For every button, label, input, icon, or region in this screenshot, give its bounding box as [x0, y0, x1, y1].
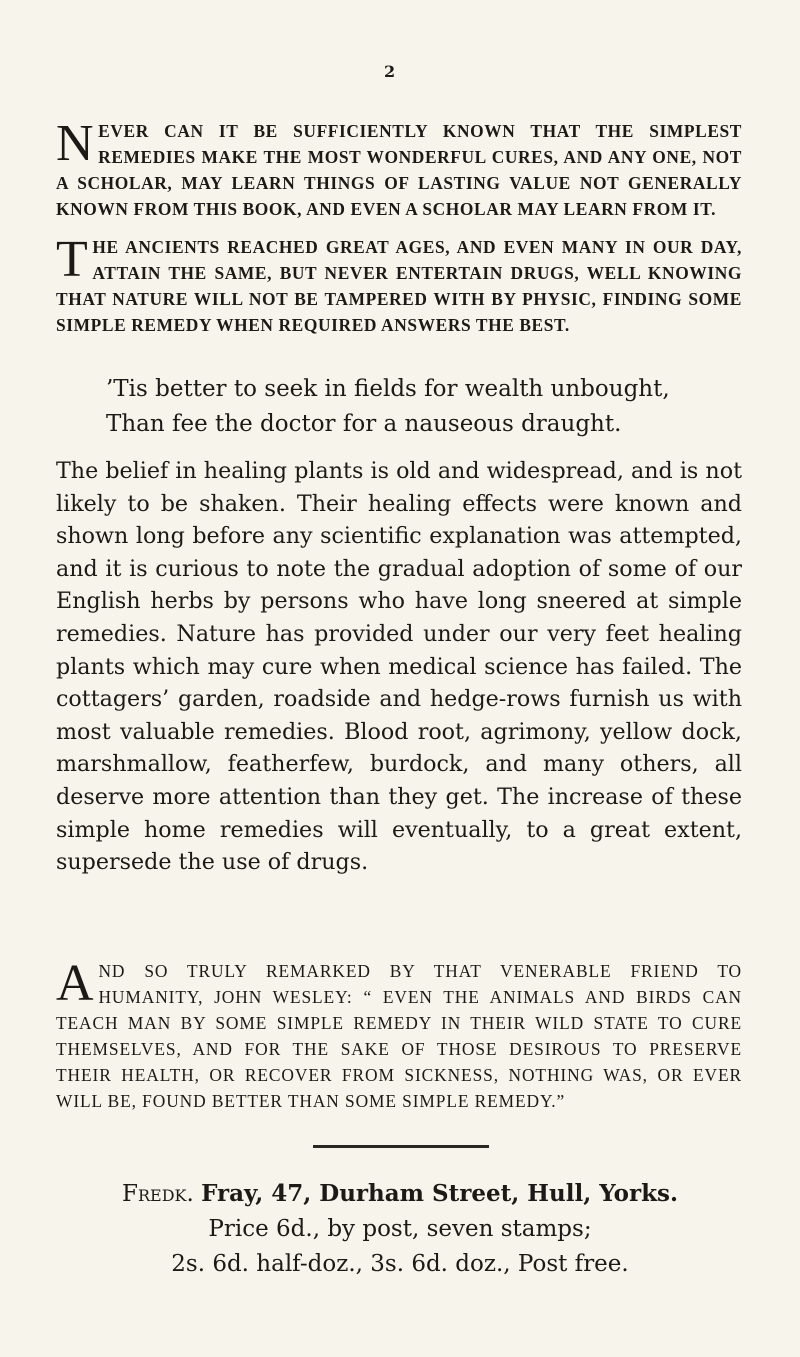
wesley-quote-paragraph [56, 955, 742, 1114]
dropcap-letter: T [56, 231, 89, 288]
wesley-quote-text: ND SO TRULY REMARKED BY THAT VENERABLE FRIEND TO HUMANITY, JOHN WESLEY: “ EVEN THE ANIMALS AND BIRDS CAN TEACH MAN BY SOME SIMPLE REMEDY IN THEIR WILD STATE TO CURE THEMSELVES, AND FOR THE SAKE OF THOSE DESIROUS TO PRESERVE THEIR HEALTH, OR RECOVER FROM SICKNESS, NOTHING WAS, OR EVER WILL BE, FOUND BETTER THAN SOME SIMPLE REMEDY.” [56, 961, 742, 1111]
divider-rule [313, 1145, 489, 1148]
verse-line-1: ’Tis better to seek in fields for wealth unbought, [106, 376, 670, 402]
intro-paragraph [56, 115, 742, 222]
ancients-paragraph [56, 231, 742, 338]
healing-plants-paragraph: The belief in healing plants is old and widespread, and is not likely to be shaken. Their healing effects were known and shown long before any scientific explanation was attempted, and it is curious to note the gradual adoption of some of our English herbs by persons who have long sneered at simple remedies. Nature has provided under our very feet healing plants which may cure when medical science has failed. The cottagers’ garden, roadside and hedge-rows furnish us with most valuable remedies. Blood root, agrimony, yellow dock, marshmallow, featherfew, burdock, and many others, all deserve more attention than they get. The increase of these simple home remedies will eventually, to a great extent, supersede the use of drugs. [56, 458, 742, 876]
publisher-line [0, 1176, 800, 1212]
verse-line-2: Than fee the doctor for a nauseous draught. [106, 411, 622, 437]
price-line: Price 6d., by post, seven stamps; [208, 1216, 592, 1242]
publisher-footer [0, 1176, 800, 1282]
ancients-paragraph-text: HE ANCIENTS REACHED GREAT AGES, AND EVEN MANY IN OUR DAY, ATTAIN THE SAME, BUT NEVER ENTERTAIN DRUGS, WELL KNOWING THAT NATURE WILL NOT BE TAMPERED WITH BY PHYSIC, FINDING SOME SIMPLE REMEDY WHEN REQUIRED ANSWERS THE BEST. [56, 237, 742, 335]
verse-couplet [106, 372, 756, 442]
dropcap-letter: A [56, 955, 95, 1012]
dropcap-letter: N [56, 115, 95, 172]
intro-paragraph-text: EVER CAN IT BE SUFFICIENTLY KNOWN THAT THE SIMPLEST REMEDIES MAKE THE MOST WONDERFUL CURES, AND ANY ONE, NOT A SCHOLAR, MAY LEARN THINGS OF LASTING VALUE NOT GENERALLY KNOWN FROM THIS BOOK, AND EVEN A SCHOLAR MAY LEARN FROM IT. [56, 121, 742, 219]
bulk-price-line: 2s. 6d. half-doz., 3s. 6d. doz., Post free. [171, 1251, 629, 1277]
page-number: 2 [384, 62, 396, 81]
publisher-prefix: Fredk. [122, 1181, 194, 1207]
publisher-address: Fray, 47, Durham Street, Hull, Yorks. [201, 1180, 678, 1207]
